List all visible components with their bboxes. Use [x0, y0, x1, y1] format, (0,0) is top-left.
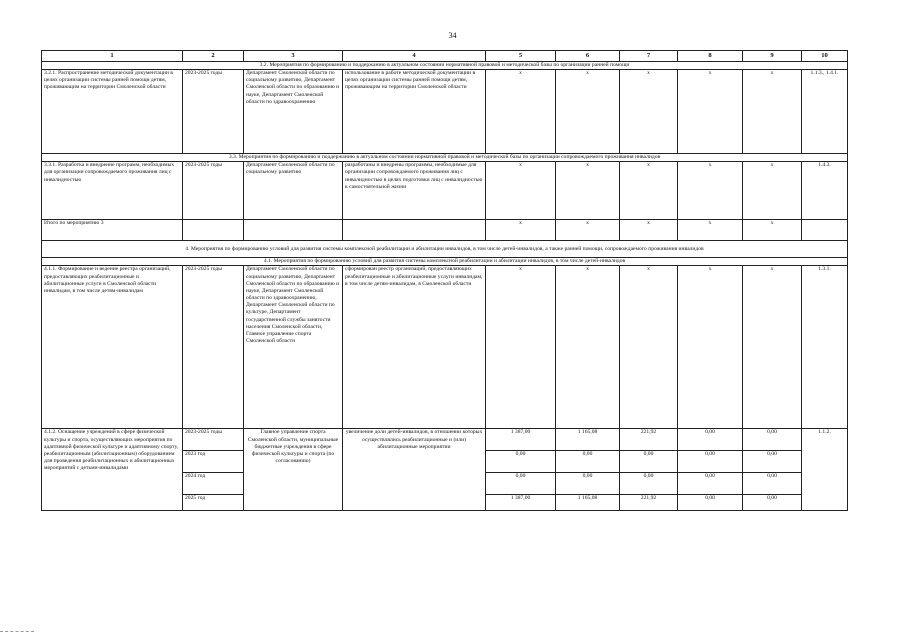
cell-value: 0,00 — [743, 495, 802, 511]
cell-period: 2023-2025 годы — [183, 266, 244, 429]
cell-value: 0,00 — [486, 473, 556, 495]
section-row — [42, 258, 848, 266]
cell-value: х — [743, 162, 802, 220]
cell-indicator: 1.3.1. — [802, 266, 848, 429]
header-cell: 7 — [620, 51, 678, 62]
cell-value: 0,00 — [743, 429, 802, 451]
cell-empty — [343, 220, 486, 241]
cell-value: х — [620, 220, 678, 241]
table-row — [42, 429, 848, 451]
header-row — [42, 51, 848, 62]
program-table — [41, 50, 848, 511]
section-title-4: 4. Мероприятия по формированию условий для развития системы комплексной реабилитации и абилитации инвалидов, в том числе детей-инвалидов, а также ранней помощи, сопровождаемого проживания инвалидов — [42, 241, 848, 258]
table-row — [42, 70, 848, 154]
cell-value: 221,92 — [620, 429, 678, 451]
cell-activity: 4.1.2. Оснащение учреждений в сфере физической культуры и спорта, осуществляющих мероприятия по адаптивной физической культуре и адаптивному спорту, реабилитационным (абилитационным) оборудованием для проведения реабилитационных и абилитационных мероприятий с детьми-инвалидами — [42, 429, 183, 511]
cell-activity: 4.1.1. Формирование и ведение реестра организаций, предоставляющих реабилитационные и абилитационные услуги в Смоленской области инвалидам, в том числе детям-инвалидам — [42, 266, 183, 429]
cell-empty — [183, 220, 244, 241]
cell-indicator: 1.1.2. — [802, 429, 848, 511]
cell-value: х — [556, 162, 620, 220]
cell-value: 0,00 — [678, 429, 743, 451]
cell-executor: Департамент Смоленской области по социальному развитию, Департамент Смоленской области по образованию и науке, Департамент Смоленской области по здравоохранению, Департамент Смоленской области по культуре, Департамент государственной службы занятости населения Смоленской области, Главное управление спорта Смоленской области — [244, 266, 343, 429]
cell-value: х — [678, 266, 743, 429]
cell-period: 2023-2025 годы — [183, 162, 244, 220]
cell-executor: Департамент Смоленской области по социальному развитию — [244, 162, 343, 220]
cell-value: х — [743, 266, 802, 429]
header-cell: 2 — [183, 51, 244, 62]
cell-period: 2023-2025 годы — [183, 429, 244, 451]
cell-value: х — [678, 70, 743, 154]
header-cell: 8 — [678, 51, 743, 62]
section-row — [42, 62, 848, 70]
cell-result: увеличение доли детей-инвалидов, в отношении которых осуществлялись реабилитационные и (или) абилитационные мероприятии — [343, 429, 486, 511]
cell-value: 0,00 — [486, 451, 556, 473]
cell-value: х — [486, 70, 556, 154]
cell-total-label: Итого по мероприятию 3 — [42, 220, 183, 241]
cell-activity: 3.2.1. Распространение методической документации в целях организации системы ранней помощи детям, проживающим на территории Смоленской области — [42, 70, 183, 154]
cell-value: 1 165,08 — [556, 429, 620, 451]
cell-value: х — [486, 266, 556, 429]
cell-result: сформирован реестр организаций, предоставляющих реабилитационные и абилитационные услуги инвалидам, в том числе детям-инвалидам, в Смоленской области — [343, 266, 486, 429]
cell-result: разработаны и внедрены программы, необходимые для организации сопровождаемого проживания лиц с инвалидностью в целях подготовки лиц с инвалидностью к самостоятельной жизни — [343, 162, 486, 220]
cell-empty — [802, 220, 848, 241]
cell-value: 0,00 — [678, 473, 743, 495]
cell-value: х — [556, 220, 620, 241]
cell-period: 2025 год — [183, 495, 244, 511]
cell-activity: 3.3.1. Разработка и внедрение программ, необходимых для организации сопровождаемого проживания лиц с инвалидностью — [42, 162, 183, 220]
cell-value: 0,00 — [556, 451, 620, 473]
cell-indicator: 1.1.3., 1.4.1. — [802, 70, 848, 154]
cell-value: х — [486, 162, 556, 220]
cell-period: 2023 год — [183, 451, 244, 473]
cell-value: 0,00 — [620, 473, 678, 495]
cell-value: 0,00 — [678, 495, 743, 511]
table-row — [42, 162, 848, 220]
cell-value: 0,00 — [743, 451, 802, 473]
section-title-4-1: 4.1. Мероприятия по формированию условий для развития системы комплексной реабилитации и абилитации инвалидов, в том числе детей-инвалидов — [42, 258, 848, 266]
cell-value: 0,00 — [678, 451, 743, 473]
cell-value: 221,92 — [620, 495, 678, 511]
cell-executor: Департамент Смоленской области по социальному развитию, Департамент Смоленской области по образованию и науке, Департамент Смоленской области по здравоохранению — [244, 70, 343, 154]
page-number: 34 — [448, 31, 457, 40]
cell-value: х — [486, 220, 556, 241]
cell-result: использование в работе методической документации в целях организации системы ранней помощи детям, проживающим на территории Смоленской области — [343, 70, 486, 154]
section-title-3-3: 3.3. Мероприятия по формированию и поддержанию в актуальном состоянии нормативной правовой и методической базы по организации сопровождаемого проживания инвалидов — [42, 154, 848, 162]
total-row — [42, 220, 848, 241]
cell-period: 2024 год — [183, 473, 244, 495]
cell-value: 1 165,08 — [556, 495, 620, 511]
cell-value: х — [678, 220, 743, 241]
header-cell: 5 — [486, 51, 556, 62]
section-row — [42, 154, 848, 162]
table-row — [42, 266, 848, 429]
header-cell: 6 — [556, 51, 620, 62]
cell-executor: Главное управление спорта Смоленской области, муниципальные бюджетные учреждения в сфере физической культуры и спорта (по согласованию) — [244, 429, 343, 511]
header-cell: 10 — [802, 51, 848, 62]
cell-value: х — [620, 70, 678, 154]
scan-artifact — [0, 631, 34, 632]
section-title-3-2: 3.2. Мероприятия по формированию и поддержанию в актуальном состоянии нормативной правовой и методической базы по организации ранней помощи — [42, 62, 848, 70]
cell-indicator: 1.4.3. — [802, 162, 848, 220]
cell-value: 1 387,00 — [486, 495, 556, 511]
header-cell: 3 — [244, 51, 343, 62]
cell-value: х — [556, 266, 620, 429]
cell-value: 0,00 — [556, 473, 620, 495]
header-cell: 1 — [42, 51, 183, 62]
cell-value: х — [620, 162, 678, 220]
header-cell: 9 — [743, 51, 802, 62]
cell-value: х — [620, 266, 678, 429]
cell-value: 1 387,00 — [486, 429, 556, 451]
cell-empty — [244, 220, 343, 241]
section-row — [42, 241, 848, 258]
cell-period: 2023-2025 годы — [183, 70, 244, 154]
cell-value: х — [678, 162, 743, 220]
cell-value: х — [556, 70, 620, 154]
cell-value: х — [743, 220, 802, 241]
cell-value: х — [743, 70, 802, 154]
cell-value: 0,00 — [743, 473, 802, 495]
header-cell: 4 — [343, 51, 486, 62]
cell-value: 0,00 — [620, 451, 678, 473]
